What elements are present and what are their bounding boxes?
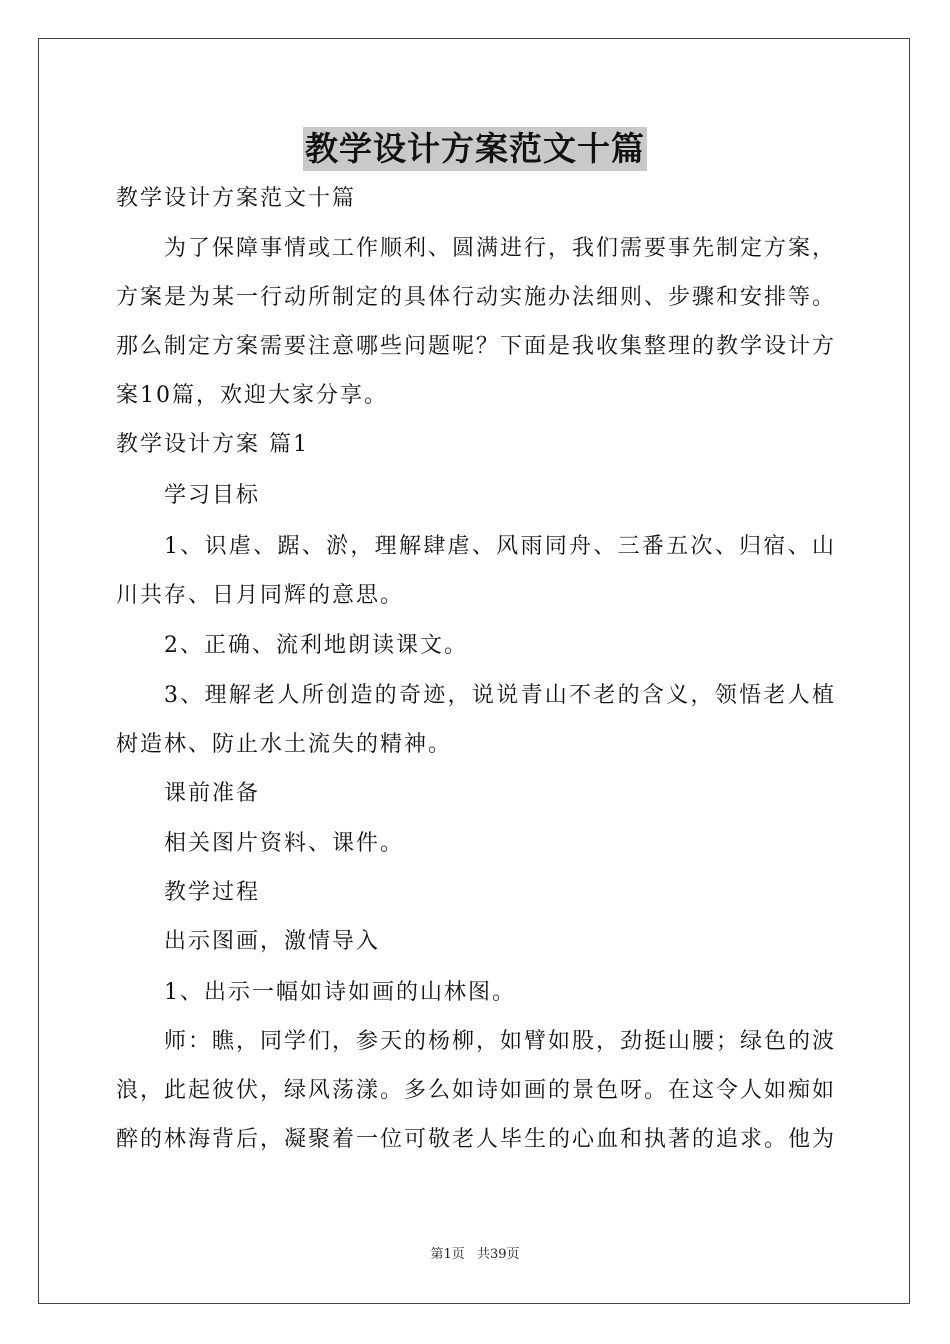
section-heading: 教学设计方案 篇1 (116, 432, 309, 457)
document-title: 教学设计方案范文十篇 (303, 127, 647, 171)
title-wrapper (0, 127, 950, 171)
goal-item-3: 3、理解老人所创造的奇迹，说说青山不老的含义，领悟老人植树造林、防止水土流失的精神。 (116, 683, 836, 757)
goal-item-2: 2、正确、流利地朗读课文。 (164, 633, 468, 658)
document-subtitle: 教学设计方案范文十篇 (116, 186, 357, 211)
page-number: 第1页 (430, 1247, 465, 1262)
step-item-1: 1、出示一幅如诗如画的山林图。 (164, 980, 516, 1005)
goal-item-1: 1、识虐、踞、淤，理解肆虐、风雨同舟、三番五次、归宿、山川共存、日月同辉的意思。 (116, 534, 836, 608)
page-footer (0, 1246, 950, 1264)
total-pages: 共39页 (476, 1247, 520, 1262)
intro-paragraph: 为了保障事情或工作顺利、圆满进行，我们需要事先制定方案，方案是为某一行动所制定的具体行动实施办法细则、步骤和安排等。那么制定方案需要注意哪些问题呢？下面是我收集整理的教学设计方案10篇，欢迎大家分享。 (116, 236, 837, 408)
process-heading: 教学过程 (164, 880, 261, 905)
teacher-speech: 师：瞧，同学们，参天的杨柳，如臂如股，劲挺山腰；绿色的波浪，此起彼伏，绿风荡漾。多么如诗如画的景色呀。在这令人如痴如醉的林海背后，凝聚着一位可敬老人毕生的心血和执著的追求。他为 (116, 1029, 837, 1152)
learning-goals-heading: 学习目标 (164, 483, 261, 508)
preparation-text: 相关图片资料、课件。 (164, 831, 405, 856)
preparation-heading: 课前准备 (164, 781, 261, 806)
step-heading: 出示图画，激情导入 (164, 929, 381, 954)
